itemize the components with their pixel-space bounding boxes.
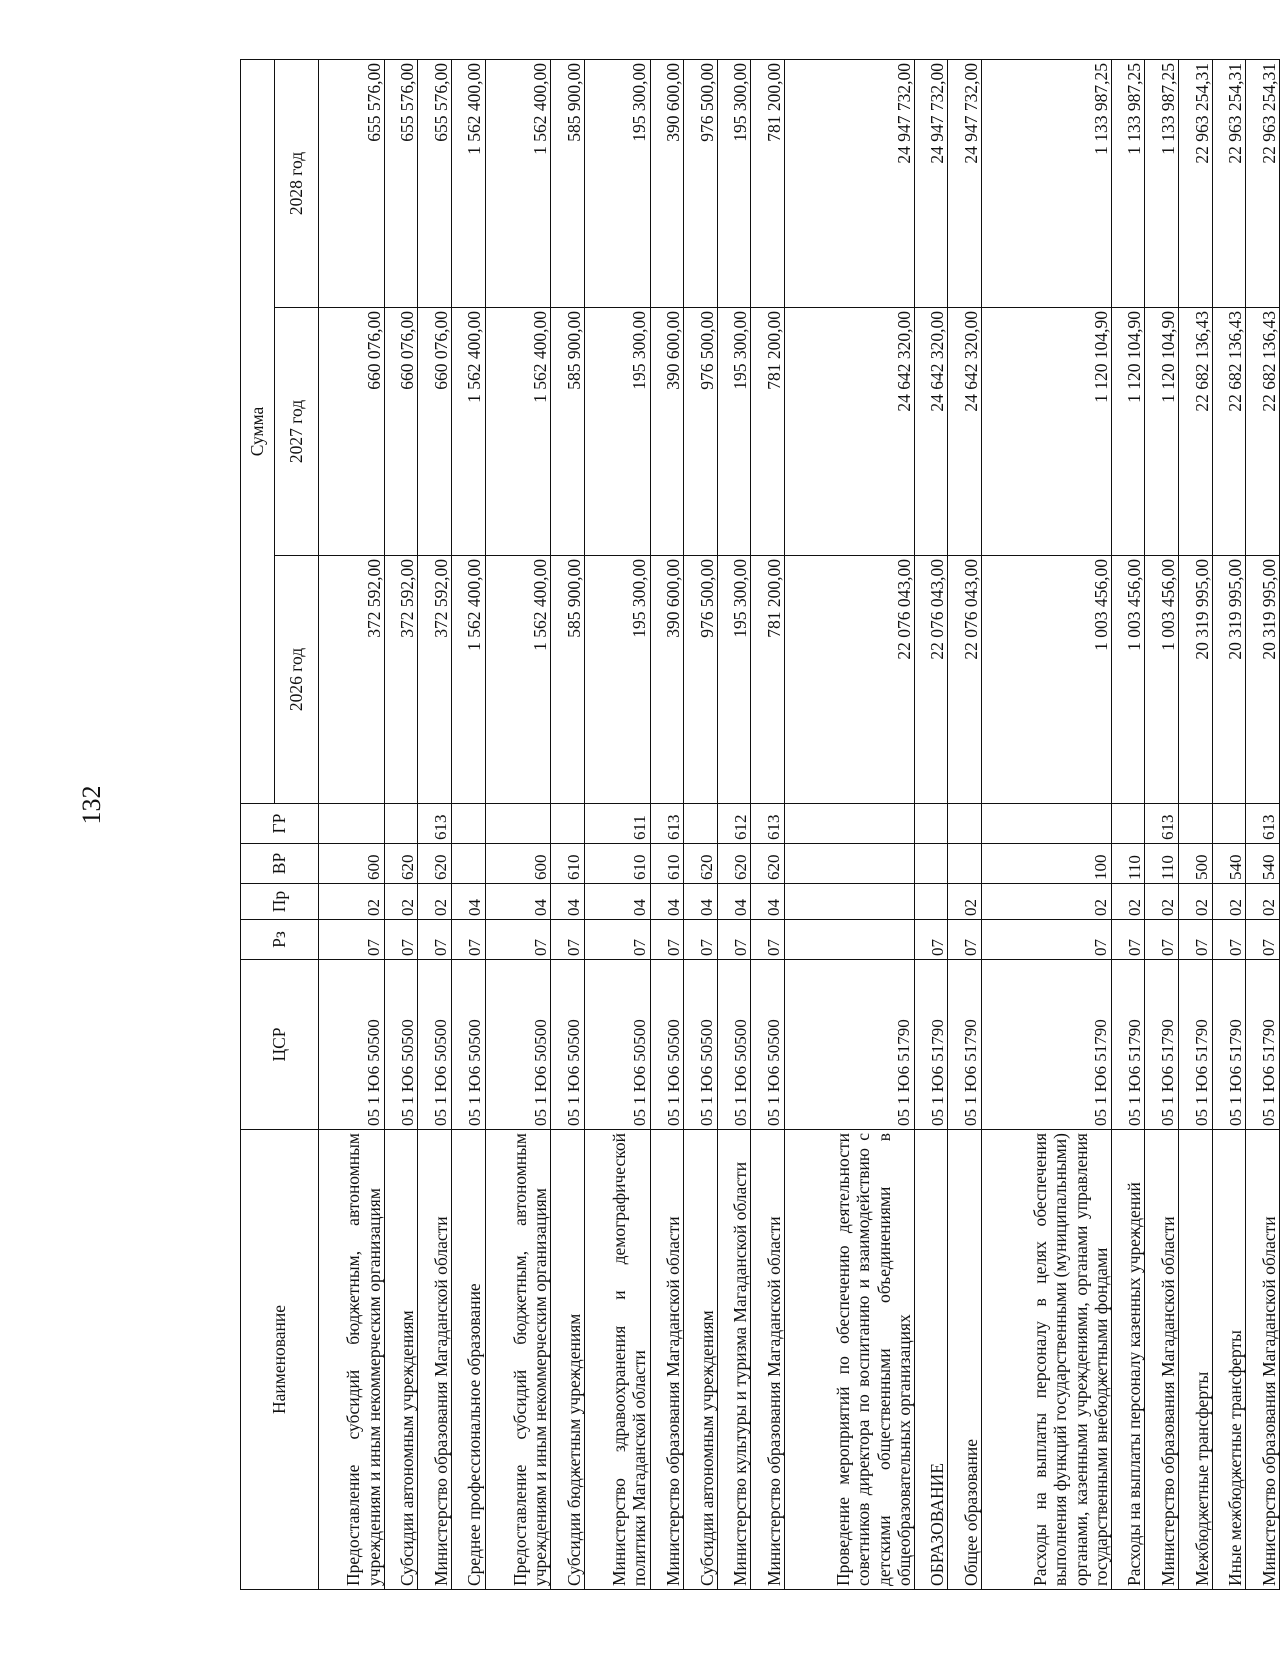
table-row <box>717 59 751 1589</box>
cell-csr: 05 1 Ю6 50500 <box>485 960 551 1130</box>
table-row <box>684 59 718 1589</box>
cell-sum-2027: 585 900,00 <box>551 308 585 556</box>
table-row <box>384 59 418 1589</box>
cell-pr <box>914 884 948 920</box>
cell-pr: 04 <box>485 884 551 920</box>
cell-sum-2026: 22 076 043,00 <box>785 556 915 804</box>
cell-vr: 110 <box>1111 844 1145 884</box>
cell-sum-2028: 1 562 400,00 <box>451 59 485 307</box>
cell-rz: 07 <box>1145 920 1179 960</box>
cell-name: Министерство культуры и туризма Магаданской области <box>717 1130 751 1590</box>
cell-gr: 612 <box>717 804 751 844</box>
cell-name: Министерство здравоохранения и демографической политики Магаданской области <box>584 1130 650 1590</box>
cell-pr <box>785 884 915 920</box>
cell-sum-2028: 22 963 254,31 <box>1246 59 1280 307</box>
cell-sum-2027: 1 562 400,00 <box>485 308 551 556</box>
cell-sum-2026: 195 300,00 <box>584 556 650 804</box>
cell-sum-2026: 1 003 456,00 <box>1111 556 1145 804</box>
cell-sum-2026: 22 076 043,00 <box>948 556 982 804</box>
cell-csr: 05 1 Ю6 51790 <box>1179 960 1213 1130</box>
cell-sum-2027: 22 682 136,43 <box>1212 308 1246 556</box>
cell-sum-2026: 781 200,00 <box>751 556 785 804</box>
cell-rz: 07 <box>684 920 718 960</box>
cell-sum-2027: 1 120 104,90 <box>1111 308 1145 556</box>
cell-vr <box>914 844 948 884</box>
cell-vr: 610 <box>551 844 585 884</box>
cell-name: Предоставление субсидий бюджетным, автономным учреждениям и иным некоммерческим организациям <box>485 1130 551 1590</box>
cell-vr <box>451 844 485 884</box>
cell-csr: 05 1 Ю6 50500 <box>717 960 751 1130</box>
header-gr: ГР <box>241 804 319 844</box>
cell-pr: 02 <box>982 884 1112 920</box>
cell-gr: 613 <box>1145 804 1179 844</box>
cell-name: Субсидии бюджетным учреждениям <box>551 1130 585 1590</box>
cell-gr <box>551 804 585 844</box>
cell-sum-2026: 1 562 400,00 <box>451 556 485 804</box>
header-rz: Рз <box>241 920 319 960</box>
cell-name: Межбюджетные трансферты <box>1179 1130 1213 1590</box>
cell-name: Министерство образования Магаданской области <box>418 1130 452 1590</box>
cell-vr: 610 <box>584 844 650 884</box>
cell-vr <box>785 844 915 884</box>
cell-gr: 613 <box>650 804 684 844</box>
cell-gr <box>914 804 948 844</box>
cell-sum-2027: 195 300,00 <box>717 308 751 556</box>
cell-name: Предоставление субсидий бюджетным, автономным учреждениям и иным некоммерческим организациям <box>319 1130 385 1590</box>
cell-gr <box>451 804 485 844</box>
cell-sum-2028: 22 963 254,31 <box>1212 59 1246 307</box>
table-row <box>418 59 452 1589</box>
cell-gr <box>982 804 1112 844</box>
table-row <box>551 59 585 1589</box>
cell-rz: 07 <box>551 920 585 960</box>
cell-gr <box>485 804 551 844</box>
table-row <box>451 59 485 1589</box>
cell-vr: 600 <box>319 844 385 884</box>
header-year-2027: 2027 год <box>275 308 319 556</box>
cell-csr: 05 1 Ю6 51790 <box>1212 960 1246 1130</box>
cell-gr <box>948 804 982 844</box>
cell-rz <box>785 920 915 960</box>
cell-sum-2027: 24 642 320,00 <box>914 308 948 556</box>
cell-vr: 500 <box>1179 844 1213 884</box>
cell-rz: 07 <box>914 920 948 960</box>
table-row <box>1246 59 1280 1589</box>
cell-csr: 05 1 Ю6 51790 <box>948 960 982 1130</box>
cell-sum-2028: 1 133 987,25 <box>1111 59 1145 307</box>
cell-csr: 05 1 Ю6 51790 <box>914 960 948 1130</box>
cell-gr <box>1179 804 1213 844</box>
table-row <box>319 59 385 1589</box>
cell-pr: 04 <box>684 884 718 920</box>
cell-sum-2028: 24 947 732,00 <box>948 59 982 307</box>
header-pr: Пр <box>241 884 319 920</box>
table-row <box>1212 59 1246 1589</box>
cell-sum-2026: 976 500,00 <box>684 556 718 804</box>
table-body <box>319 59 1280 1589</box>
cell-vr: 540 <box>1212 844 1246 884</box>
cell-pr: 02 <box>384 884 418 920</box>
budget-table <box>240 59 1280 1590</box>
cell-name: Общее образование <box>948 1130 982 1590</box>
cell-gr: 613 <box>1246 804 1280 844</box>
cell-gr <box>319 804 385 844</box>
cell-name: Расходы на выплаты персоналу в целях обеспечения выполнения функций государственными (муниципальными) органами, казенными учреждениями, органами управления государственными внебюджетными фондами <box>982 1130 1112 1590</box>
cell-rz: 07 <box>418 920 452 960</box>
table-row <box>650 59 684 1589</box>
cell-sum-2026: 1 003 456,00 <box>982 556 1112 804</box>
cell-sum-2028: 655 576,00 <box>319 59 385 307</box>
cell-vr <box>948 844 982 884</box>
cell-rz: 07 <box>384 920 418 960</box>
cell-rz: 07 <box>485 920 551 960</box>
cell-sum-2027: 390 600,00 <box>650 308 684 556</box>
cell-gr <box>684 804 718 844</box>
table-row <box>914 59 948 1589</box>
cell-vr: 620 <box>418 844 452 884</box>
cell-rz: 07 <box>948 920 982 960</box>
table-row <box>1179 59 1213 1589</box>
cell-csr: 05 1 Ю6 51790 <box>1145 960 1179 1130</box>
cell-sum-2026: 372 592,00 <box>384 556 418 804</box>
cell-sum-2028: 655 576,00 <box>384 59 418 307</box>
cell-rz: 07 <box>319 920 385 960</box>
table-row <box>1111 59 1145 1589</box>
header-csr: ЦСР <box>241 960 319 1130</box>
cell-name: Расходы на выплаты персоналу казенных учреждений <box>1111 1130 1145 1590</box>
cell-sum-2026: 22 076 043,00 <box>914 556 948 804</box>
cell-sum-2028: 390 600,00 <box>650 59 684 307</box>
cell-vr: 110 <box>1145 844 1179 884</box>
cell-csr: 05 1 Ю6 50500 <box>319 960 385 1130</box>
cell-sum-2028: 1 562 400,00 <box>485 59 551 307</box>
cell-gr <box>1212 804 1246 844</box>
cell-pr: 04 <box>451 884 485 920</box>
cell-pr: 02 <box>1246 884 1280 920</box>
cell-sum-2026: 20 319 995,00 <box>1179 556 1213 804</box>
cell-csr: 05 1 Ю6 50500 <box>584 960 650 1130</box>
cell-pr: 04 <box>584 884 650 920</box>
cell-sum-2028: 976 500,00 <box>684 59 718 307</box>
header-sum: Сумма <box>241 59 275 803</box>
cell-gr <box>384 804 418 844</box>
cell-gr: 611 <box>584 804 650 844</box>
cell-sum-2026: 1 003 456,00 <box>1145 556 1179 804</box>
cell-name: Субсидии автономным учреждениям <box>384 1130 418 1590</box>
cell-name: Проведение мероприятий по обеспечению деятельности советников директора по воспитанию и взаимодействию с детскими общественными объединениями в общеобразовательных организациях <box>785 1130 915 1590</box>
cell-sum-2026: 372 592,00 <box>418 556 452 804</box>
cell-sum-2027: 22 682 136,43 <box>1179 308 1213 556</box>
cell-vr: 100 <box>982 844 1112 884</box>
cell-pr: 04 <box>650 884 684 920</box>
cell-pr: 02 <box>418 884 452 920</box>
cell-csr: 05 1 Ю6 51790 <box>1111 960 1145 1130</box>
cell-rz: 07 <box>1179 920 1213 960</box>
table-row <box>982 59 1112 1589</box>
cell-vr: 620 <box>717 844 751 884</box>
page-number: 132 <box>77 785 106 825</box>
cell-sum-2028: 22 963 254,31 <box>1179 59 1213 307</box>
cell-pr: 04 <box>717 884 751 920</box>
cell-pr: 02 <box>1111 884 1145 920</box>
budget-table-container <box>240 60 1280 1590</box>
cell-sum-2027: 976 500,00 <box>684 308 718 556</box>
cell-csr: 05 1 Ю6 50500 <box>418 960 452 1130</box>
cell-name: Министерство образования Магаданской области <box>751 1130 785 1590</box>
cell-rz: 07 <box>650 920 684 960</box>
cell-rz: 07 <box>751 920 785 960</box>
cell-sum-2028: 655 576,00 <box>418 59 452 307</box>
cell-vr: 610 <box>650 844 684 884</box>
cell-csr: 05 1 Ю6 50500 <box>451 960 485 1130</box>
cell-sum-2026: 372 592,00 <box>319 556 385 804</box>
cell-sum-2026: 20 319 995,00 <box>1212 556 1246 804</box>
header-name: Наименование <box>241 1130 319 1590</box>
cell-sum-2027: 1 562 400,00 <box>451 308 485 556</box>
cell-vr: 620 <box>751 844 785 884</box>
cell-name: ОБРАЗОВАНИЕ <box>914 1130 948 1590</box>
cell-sum-2027: 22 682 136,43 <box>1246 308 1280 556</box>
cell-sum-2028: 585 900,00 <box>551 59 585 307</box>
cell-vr: 540 <box>1246 844 1280 884</box>
cell-sum-2026: 390 600,00 <box>650 556 684 804</box>
table-row <box>1145 59 1179 1589</box>
cell-csr: 05 1 Ю6 51790 <box>1246 960 1280 1130</box>
header-year-2028: 2028 год <box>275 59 319 307</box>
table-header <box>241 59 319 1589</box>
cell-name: Среднее профессиональное образование <box>451 1130 485 1590</box>
table-row <box>948 59 982 1589</box>
cell-name: Министерство образования Магаданской области <box>1246 1130 1280 1590</box>
cell-csr: 05 1 Ю6 50500 <box>684 960 718 1130</box>
cell-pr: 02 <box>319 884 385 920</box>
cell-rz: 07 <box>1212 920 1246 960</box>
table-row <box>485 59 551 1589</box>
cell-pr: 02 <box>948 884 982 920</box>
cell-csr: 05 1 Ю6 50500 <box>751 960 785 1130</box>
cell-csr: 05 1 Ю6 50500 <box>650 960 684 1130</box>
cell-sum-2027: 781 200,00 <box>751 308 785 556</box>
cell-csr: 05 1 Ю6 50500 <box>551 960 585 1130</box>
cell-sum-2027: 660 076,00 <box>384 308 418 556</box>
cell-rz: 07 <box>584 920 650 960</box>
cell-name: Министерство образования Магаданской области <box>650 1130 684 1590</box>
cell-name: Министерство образования Магаданской области <box>1145 1130 1179 1590</box>
cell-sum-2028: 195 300,00 <box>717 59 751 307</box>
cell-sum-2027: 24 642 320,00 <box>948 308 982 556</box>
cell-rz: 07 <box>451 920 485 960</box>
cell-sum-2027: 24 642 320,00 <box>785 308 915 556</box>
cell-vr: 600 <box>485 844 551 884</box>
cell-sum-2027: 195 300,00 <box>584 308 650 556</box>
cell-sum-2026: 195 300,00 <box>717 556 751 804</box>
table-row <box>751 59 785 1589</box>
cell-pr: 02 <box>1145 884 1179 920</box>
cell-vr: 620 <box>384 844 418 884</box>
cell-sum-2028: 781 200,00 <box>751 59 785 307</box>
table-row <box>584 59 650 1589</box>
cell-sum-2027: 1 120 104,90 <box>1145 308 1179 556</box>
table-row <box>785 59 915 1589</box>
cell-sum-2026: 1 562 400,00 <box>485 556 551 804</box>
cell-rz: 07 <box>717 920 751 960</box>
cell-gr: 613 <box>418 804 452 844</box>
cell-rz: 07 <box>1111 920 1145 960</box>
cell-sum-2028: 24 947 732,00 <box>785 59 915 307</box>
cell-pr: 04 <box>551 884 585 920</box>
cell-sum-2027: 660 076,00 <box>418 308 452 556</box>
cell-csr: 05 1 Ю6 50500 <box>384 960 418 1130</box>
cell-sum-2027: 1 120 104,90 <box>982 308 1112 556</box>
cell-pr: 04 <box>751 884 785 920</box>
cell-sum-2028: 1 133 987,25 <box>1145 59 1179 307</box>
cell-csr: 05 1 Ю6 51790 <box>982 960 1112 1130</box>
cell-name: Иные межбюджетные трансферты <box>1212 1130 1246 1590</box>
cell-sum-2028: 1 133 987,25 <box>982 59 1112 307</box>
cell-sum-2027: 660 076,00 <box>319 308 385 556</box>
cell-rz: 07 <box>982 920 1112 960</box>
cell-csr: 05 1 Ю6 51790 <box>785 960 915 1130</box>
cell-sum-2028: 24 947 732,00 <box>914 59 948 307</box>
cell-sum-2026: 20 319 995,00 <box>1246 556 1280 804</box>
cell-rz: 07 <box>1246 920 1280 960</box>
header-vr: ВР <box>241 844 319 884</box>
cell-pr: 02 <box>1179 884 1213 920</box>
header-year-2026: 2026 год <box>275 556 319 804</box>
cell-pr: 02 <box>1212 884 1246 920</box>
cell-gr <box>1111 804 1145 844</box>
cell-vr: 620 <box>684 844 718 884</box>
cell-sum-2028: 195 300,00 <box>584 59 650 307</box>
cell-sum-2026: 585 900,00 <box>551 556 585 804</box>
cell-gr: 613 <box>751 804 785 844</box>
cell-gr <box>785 804 915 844</box>
cell-name: Субсидии автономным учреждениям <box>684 1130 718 1590</box>
